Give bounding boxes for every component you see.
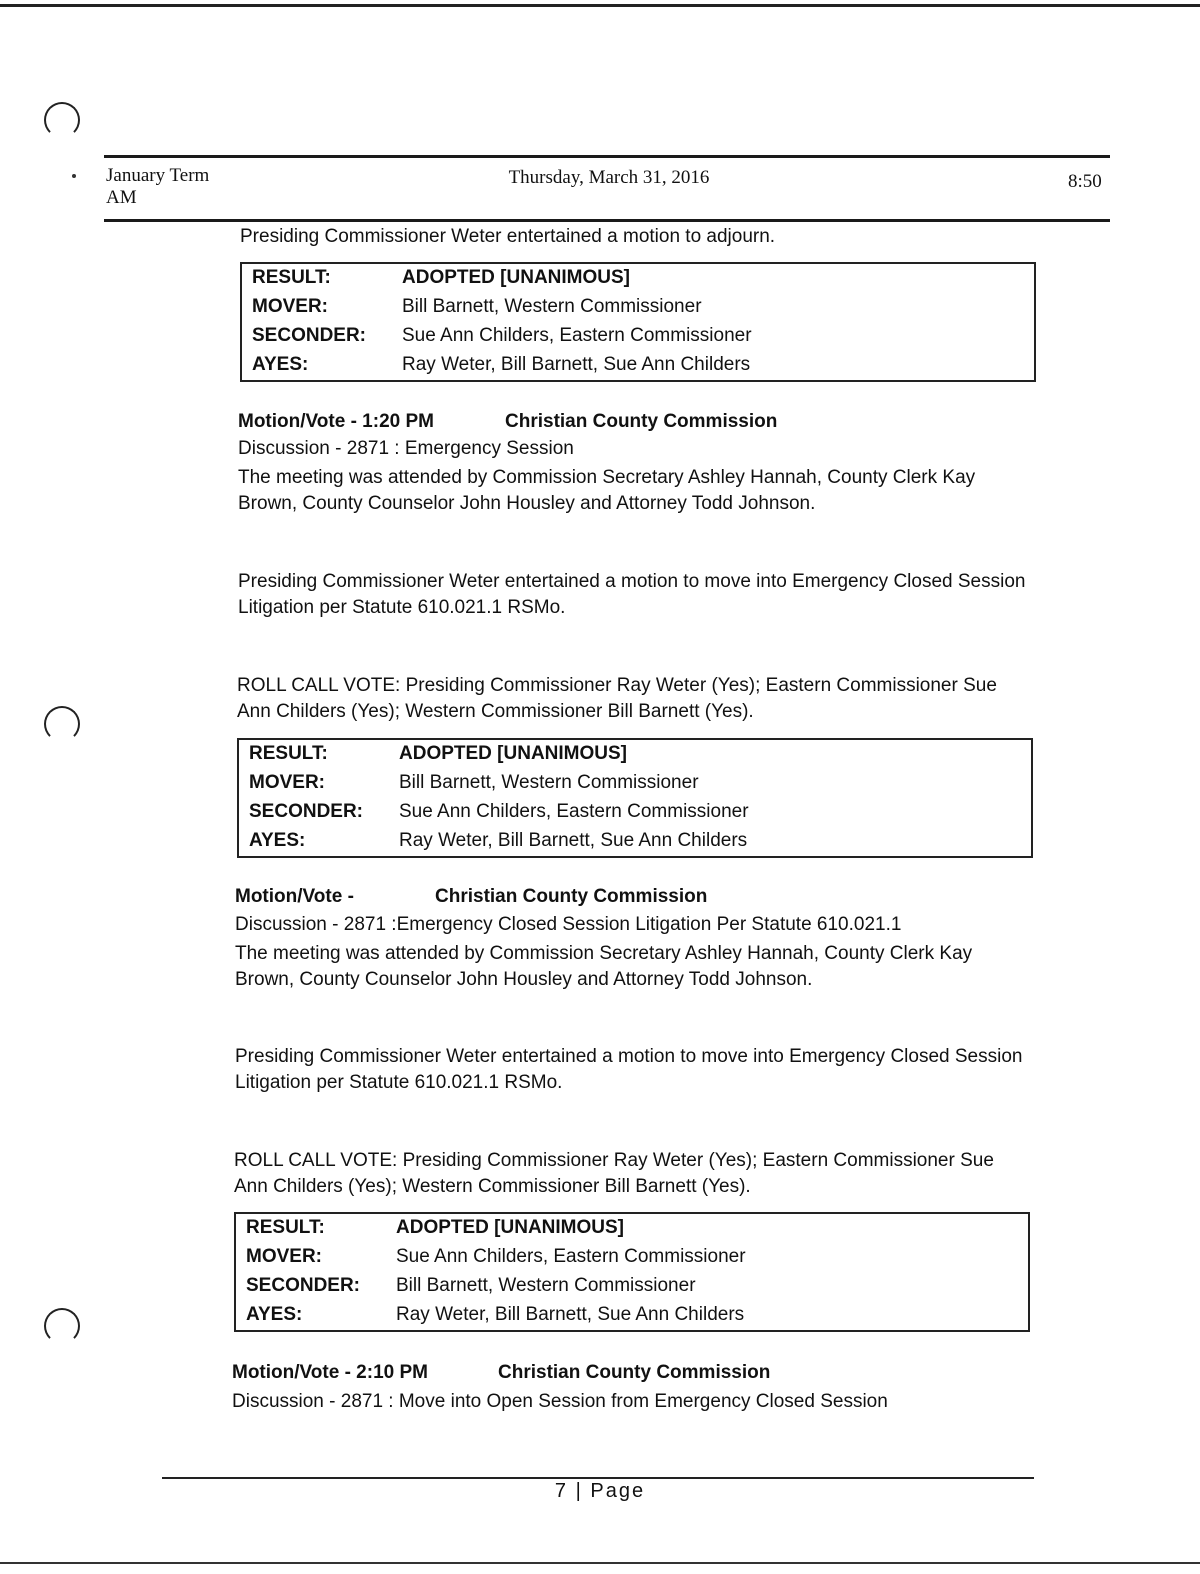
discussion-1: Discussion - 2871 : Emergency Session bbox=[238, 438, 574, 459]
footer-rule bbox=[162, 1477, 1034, 1479]
result-label: RESULT: bbox=[252, 267, 331, 288]
scan-bottom-edge bbox=[0, 1562, 1200, 1564]
vote-row-result bbox=[252, 265, 630, 291]
adjourn-motion-text: Presiding Commissioner Weter entertained a motion to adjourn. bbox=[240, 226, 776, 247]
attendance-2: The meeting was attended by Commission Secretary Ashley Hannah, County Clerk Kay Brown, County Counselor John Housley and Attorney Todd Johnson. bbox=[235, 943, 973, 990]
mover-value: Bill Barnett, Western Commissioner bbox=[402, 296, 702, 317]
scan-top-edge bbox=[0, 4, 1200, 7]
seconder-value: Sue Ann Childers, Eastern Commissioner bbox=[402, 325, 752, 346]
motion-label: Motion/Vote - 2:10 PM bbox=[232, 1362, 428, 1383]
binder-hole-icon bbox=[44, 102, 80, 138]
roll-call-2: ROLL CALL VOTE: Presiding Commissioner Ray Weter (Yes); Eastern Commissioner Sue Ann Childers (Yes); Western Commissioner Bill Barnett (Yes). bbox=[234, 1150, 994, 1197]
binder-hole-icon bbox=[44, 706, 80, 742]
motion-org: Christian County Commission bbox=[498, 1362, 771, 1383]
motion-heading-2 bbox=[235, 884, 708, 910]
vote-row-seconder bbox=[246, 1273, 696, 1299]
vote-box-closed-session-2 bbox=[234, 1212, 1030, 1332]
attendance-1: The meeting was attended by Commission Secretary Ashley Hannah, County Clerk Kay Brown, County Counselor John Housley and Attorney Todd Johnson. bbox=[238, 467, 976, 514]
vote-row-seconder bbox=[252, 323, 752, 349]
roll-call-1: ROLL CALL VOTE: Presiding Commissioner Ray Weter (Yes); Eastern Commissioner Sue Ann Childers (Yes); Western Commissioner Bill Barnett (Yes). bbox=[237, 675, 997, 722]
mover-label: MOVER: bbox=[252, 296, 328, 317]
header-rule-top bbox=[104, 155, 1110, 158]
vote-row-result bbox=[249, 741, 627, 767]
motion-label: Motion/Vote - bbox=[235, 886, 354, 907]
discussion-2: Discussion - 2871 :Emergency Closed Session Litigation Per Statute 610.021.1 bbox=[235, 914, 902, 935]
header-term: January Term bbox=[106, 165, 210, 186]
ayes-value: Ray Weter, Bill Barnett, Sue Ann Childers bbox=[399, 830, 748, 851]
mover-value: Sue Ann Childers, Eastern Commissioner bbox=[396, 1246, 746, 1267]
vote-row-ayes bbox=[252, 352, 750, 378]
vote-row-ayes bbox=[249, 828, 747, 854]
ayes-label: AYES: bbox=[252, 354, 309, 375]
result-value: ADOPTED [UNANIMOUS] bbox=[399, 743, 627, 764]
ayes-value: Ray Weter, Bill Barnett, Sue Ann Childers bbox=[402, 354, 751, 375]
binder-hole-icon bbox=[44, 1308, 80, 1344]
seconder-value: Bill Barnett, Western Commissioner bbox=[396, 1275, 696, 1296]
vote-row-mover bbox=[246, 1244, 746, 1270]
discussion-3: Discussion - 2871 : Move into Open Session from Emergency Closed Session bbox=[232, 1391, 888, 1412]
seconder-label: SECONDER: bbox=[249, 801, 364, 822]
motion-org: Christian County Commission bbox=[505, 411, 778, 432]
header-rule-bottom bbox=[104, 219, 1110, 222]
vote-row-ayes bbox=[246, 1302, 744, 1328]
header-date: Thursday, March 31, 2016 bbox=[508, 167, 710, 188]
ayes-label: AYES: bbox=[246, 1304, 303, 1325]
result-value: ADOPTED [UNANIMOUS] bbox=[396, 1217, 624, 1238]
header-term-sub: AM bbox=[106, 187, 137, 208]
motion-heading-1 bbox=[238, 409, 778, 435]
motion-heading-3 bbox=[232, 1360, 771, 1386]
seconder-value: Sue Ann Childers, Eastern Commissioner bbox=[399, 801, 749, 822]
seconder-label: SECONDER: bbox=[252, 325, 367, 346]
vote-box-closed-session bbox=[237, 738, 1033, 858]
motion-label: Motion/Vote - 1:20 PM bbox=[238, 411, 434, 432]
closed-session-motion-2: Presiding Commissioner Weter entertained a motion to move into Emergency Closed Session Litigation per Statute 610.021.1 RSMo. bbox=[235, 1046, 1023, 1093]
vote-row-seconder bbox=[249, 799, 749, 825]
vote-row-result bbox=[246, 1215, 624, 1241]
mover-value: Bill Barnett, Western Commissioner bbox=[399, 772, 699, 793]
result-label: RESULT: bbox=[246, 1217, 325, 1238]
closed-session-motion-1: Presiding Commissioner Weter entertained a motion to move into Emergency Closed Session Litigation per Statute 610.021.1 RSMo. bbox=[238, 571, 1026, 618]
result-label: RESULT: bbox=[249, 743, 328, 764]
vote-row-mover bbox=[249, 770, 699, 796]
seconder-label: SECONDER: bbox=[246, 1275, 361, 1296]
vote-box-adjourn bbox=[240, 262, 1036, 382]
vote-row-mover bbox=[252, 294, 702, 320]
mover-label: MOVER: bbox=[249, 772, 325, 793]
page-number: 7 | Page bbox=[554, 1480, 646, 1502]
ayes-label: AYES: bbox=[249, 830, 306, 851]
ayes-value: Ray Weter, Bill Barnett, Sue Ann Childers bbox=[396, 1304, 745, 1325]
motion-org: Christian County Commission bbox=[435, 886, 708, 907]
mover-label: MOVER: bbox=[246, 1246, 322, 1267]
header-time: 8:50 bbox=[1068, 171, 1102, 192]
result-value: ADOPTED [UNANIMOUS] bbox=[402, 267, 630, 288]
